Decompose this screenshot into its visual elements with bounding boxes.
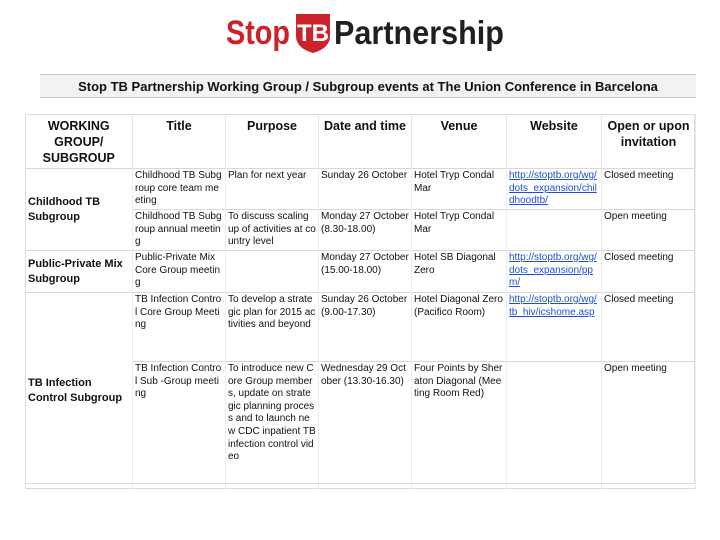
cell-title: Childhood TB Subgroup core team meeting: [133, 169, 226, 210]
header-venue: Venue: [412, 114, 507, 169]
cell-title: Childhood TB Subgroup annual meeting: [133, 210, 226, 251]
cell-date: Sunday 26 October: [319, 169, 412, 210]
cell-venue: Hotel Tryp Condal Mar: [412, 210, 507, 251]
page-title: Stop TB Partnership Working Group / Subgroup events at The Union Conference in Barcelona: [78, 78, 658, 94]
cell-title: Public-Private Mix Core Group meeting: [133, 251, 226, 293]
header-website: Website: [507, 114, 602, 169]
cell-date: Wednesday 29 October (13.30-16.30): [319, 362, 412, 489]
cell-purpose: Plan for next year: [226, 169, 319, 210]
cell-venue: Four Points by Sheraton Diagonal (Meeting Room Red): [412, 362, 507, 489]
table-row: [26, 293, 696, 362]
cell-open: Closed meeting: [602, 251, 696, 293]
page-title-bar: [40, 74, 696, 98]
cell-venue: Hotel Tryp Condal Mar: [412, 169, 507, 210]
header-purpose: Purpose: [226, 114, 319, 169]
cell-open: Open meeting: [602, 362, 696, 489]
logo-tb-badge: [296, 14, 330, 53]
header-group: WORKING GROUP/ SUBGROUP: [26, 114, 133, 169]
table-row: [26, 251, 696, 293]
cell-venue: Hotel Diagonal Zero (Pacifico Room): [412, 293, 507, 362]
group-cell: Public-Private Mix Subgroup: [26, 251, 133, 293]
group-cell: Childhood TB Subgroup: [26, 169, 133, 251]
cell-purpose: To introduce new Core Group members, update on strategic planning process and to launch new CDC inpatient TB infection control video: [226, 362, 319, 489]
website-link[interactable]: http://stoptb.org/wg/dots_expansion/ppm/: [509, 252, 597, 289]
stop-tb-partnership-logo: [226, 8, 506, 54]
website-link[interactable]: http://stoptb.org/wg/tb_hiv/icshome.asp: [509, 294, 597, 318]
cell-website: [507, 293, 602, 362]
cell-website: [507, 251, 602, 293]
cell-date: Monday 27 October (15.00-18.00): [319, 251, 412, 293]
cell-open: Open meeting: [602, 210, 696, 251]
cell-website: [507, 210, 602, 251]
events-table: [25, 114, 696, 489]
cell-website: [507, 169, 602, 210]
logo-badge-text: TB: [297, 20, 329, 47]
group-cell: TB Infection Control Subgroup: [26, 293, 133, 489]
cell-purpose: [226, 251, 319, 293]
logo-word-stop: Stop: [226, 14, 290, 52]
cell-purpose: To develop a strategic plan for 2015 activities and beyond: [226, 293, 319, 362]
cell-title: TB Infection Control Sub -Group meeting: [133, 362, 226, 489]
cell-title: TB Infection Control Core Group Meeting: [133, 293, 226, 362]
website-link[interactable]: http://stoptb.org/wg/dots_expansion/childhoodtb/: [509, 170, 597, 207]
header-title: Title: [133, 114, 226, 169]
cell-date: Sunday 26 October (9.00-17.30): [319, 293, 412, 362]
cell-venue: Hotel SB Diagonal Zero: [412, 251, 507, 293]
header-date: Date and time: [319, 114, 412, 169]
table-row: [26, 169, 696, 210]
header-open: Open or upon invitation: [602, 114, 696, 169]
logo-word-partnership: Partnership: [334, 14, 504, 51]
cell-purpose: To discuss scaling up of activities at country level: [226, 210, 319, 251]
cell-open: Closed meeting: [602, 169, 696, 210]
cell-website: [507, 362, 602, 489]
cell-open: Closed meeting: [602, 293, 696, 362]
cell-date: Monday 27 October (8.30-18.00): [319, 210, 412, 251]
table-header-row: [26, 114, 696, 169]
